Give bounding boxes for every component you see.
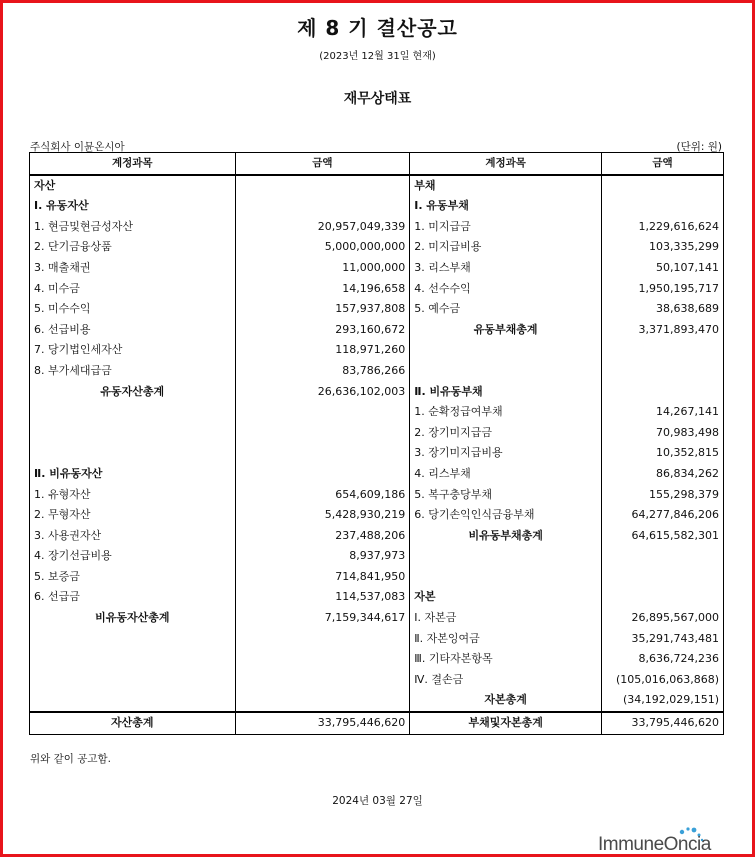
left-account-cell: 6. 선급금 xyxy=(30,587,236,608)
right-account-cell: Ⅱ. 비유동부채 xyxy=(410,382,602,403)
right-amount-cell: 8,636,724,236 xyxy=(602,649,724,670)
grand-total-right-amount: 33,795,446,620 xyxy=(602,712,724,734)
left-account-cell: 8. 부가세대급금 xyxy=(30,361,236,382)
left-account-cell: 자산 xyxy=(30,175,236,197)
table-row xyxy=(30,217,724,238)
right-account-cell: Ⅰ. 자본금 xyxy=(410,608,602,629)
table-row xyxy=(30,299,724,320)
table-row xyxy=(30,443,724,464)
right-amount-cell: 10,352,815 xyxy=(602,443,724,464)
right-account-cell: 4. 리스부채 xyxy=(410,464,602,485)
unit-label: (단위: 원) xyxy=(676,141,722,153)
right-amount-cell: 35,291,743,481 xyxy=(602,629,724,650)
right-amount-cell xyxy=(602,175,724,197)
left-amount-cell: 654,609,186 xyxy=(235,485,410,506)
company-name: 주식회사 이뮨온시아 xyxy=(30,141,125,153)
right-amount-cell: 1,950,195,717 xyxy=(602,279,724,300)
left-amount-cell xyxy=(235,423,410,444)
header-account-left: 계정과목 xyxy=(30,153,236,175)
left-amount-cell: 7,159,344,617 xyxy=(235,608,410,629)
right-account-cell xyxy=(410,567,602,588)
table-row xyxy=(30,402,724,423)
company-logo xyxy=(598,826,728,857)
right-amount-cell: 3,371,893,470 xyxy=(602,320,724,341)
left-account-cell xyxy=(30,649,236,670)
right-account-cell: 자본 xyxy=(410,587,602,608)
left-account-cell xyxy=(30,402,236,423)
left-amount-cell: 14,196,658 xyxy=(235,279,410,300)
logo-text: ImmuneOncia xyxy=(598,834,711,855)
table-row xyxy=(30,690,724,712)
right-account-cell: 자본총계 xyxy=(410,690,602,712)
right-amount-cell: 38,638,689 xyxy=(602,299,724,320)
table-row xyxy=(30,670,724,691)
left-account-cell xyxy=(30,690,236,712)
left-amount-cell xyxy=(235,690,410,712)
table-row xyxy=(30,629,724,650)
table-row xyxy=(30,423,724,444)
right-amount-cell: 64,277,846,206 xyxy=(602,505,724,526)
right-account-cell xyxy=(410,546,602,567)
closing-note: 위와 같이 공고함. xyxy=(30,753,112,765)
right-account-cell: 유동부채총계 xyxy=(410,320,602,341)
left-account-cell: 1. 현금및현금성자산 xyxy=(30,217,236,238)
right-amount-cell xyxy=(602,340,724,361)
right-account-cell: 2. 미지급비용 xyxy=(410,237,602,258)
table-row xyxy=(30,649,724,670)
left-account-cell: 2. 단기금융상품 xyxy=(30,237,236,258)
left-amount-cell xyxy=(235,464,410,485)
right-account-cell: 부채 xyxy=(410,175,602,197)
table-row xyxy=(30,279,724,300)
right-account-cell: 5. 예수금 xyxy=(410,299,602,320)
right-account-cell xyxy=(410,340,602,361)
table-row xyxy=(30,258,724,279)
right-account-cell: 비유동부채총계 xyxy=(410,526,602,547)
right-amount-cell: 26,895,567,000 xyxy=(602,608,724,629)
right-account-cell: 5. 복구충당부채 xyxy=(410,485,602,506)
left-amount-cell: 114,537,083 xyxy=(235,587,410,608)
left-account-cell xyxy=(30,423,236,444)
left-account-cell: 2. 무형자산 xyxy=(30,505,236,526)
header-amount-left: 금액 xyxy=(235,153,410,175)
left-amount-cell: 26,636,102,003 xyxy=(235,382,410,403)
right-amount-cell: 86,834,262 xyxy=(602,464,724,485)
left-amount-cell: 118,971,260 xyxy=(235,340,410,361)
left-amount-cell xyxy=(235,629,410,650)
right-amount-cell: (105,016,063,868) xyxy=(602,670,724,691)
left-account-cell xyxy=(30,670,236,691)
left-amount-cell: 83,786,266 xyxy=(235,361,410,382)
right-account-cell: Ⅱ. 자본잉여금 xyxy=(410,629,602,650)
right-amount-cell: 50,107,141 xyxy=(602,258,724,279)
left-amount-cell: 20,957,049,339 xyxy=(235,217,410,238)
left-amount-cell: 8,937,973 xyxy=(235,546,410,567)
right-account-cell: 2. 장기미지급금 xyxy=(410,423,602,444)
table-body xyxy=(30,175,724,712)
right-amount-cell xyxy=(602,382,724,403)
left-account-cell: Ⅰ. 유동자산 xyxy=(30,196,236,217)
table-row xyxy=(30,340,724,361)
left-amount-cell xyxy=(235,402,410,423)
left-amount-cell: 157,937,808 xyxy=(235,299,410,320)
right-amount-cell: 1,229,616,624 xyxy=(602,217,724,238)
table-header-row xyxy=(30,153,724,175)
left-account-cell xyxy=(30,629,236,650)
right-account-cell: 3. 리스부채 xyxy=(410,258,602,279)
left-amount-cell: 11,000,000 xyxy=(235,258,410,279)
left-account-cell: 7. 당기법인세자산 xyxy=(30,340,236,361)
table-row xyxy=(30,505,724,526)
right-account-cell: 1. 순확정급여부채 xyxy=(410,402,602,423)
right-amount-cell: 103,335,299 xyxy=(602,237,724,258)
left-account-cell: 4. 미수금 xyxy=(30,279,236,300)
right-amount-cell xyxy=(602,587,724,608)
left-amount-cell xyxy=(235,670,410,691)
left-amount-cell: 5,000,000,000 xyxy=(235,237,410,258)
left-account-cell: 5. 보증금 xyxy=(30,567,236,588)
table-row xyxy=(30,237,724,258)
left-amount-cell: 714,841,950 xyxy=(235,567,410,588)
right-account-cell: 4. 선수수익 xyxy=(410,279,602,300)
left-amount-cell xyxy=(235,196,410,217)
right-amount-cell: 155,298,379 xyxy=(602,485,724,506)
right-account-cell: Ⅲ. 기타자본항목 xyxy=(410,649,602,670)
right-account-cell: 1. 미지급금 xyxy=(410,217,602,238)
announcement-date: 2024년 03월 27일 xyxy=(332,795,423,807)
left-account-cell: 3. 사용권자산 xyxy=(30,526,236,547)
left-account-cell: 유동자산총계 xyxy=(30,382,236,403)
table-row xyxy=(30,608,724,629)
grand-total-row xyxy=(30,712,724,734)
left-account-cell: 비유동자산총계 xyxy=(30,608,236,629)
grand-total-left-amount: 33,795,446,620 xyxy=(235,712,410,734)
right-amount-cell: 14,267,141 xyxy=(602,402,724,423)
left-amount-cell xyxy=(235,649,410,670)
table-row xyxy=(30,464,724,485)
right-account-cell: 6. 당기손익인식금융부채 xyxy=(410,505,602,526)
right-account-cell xyxy=(410,361,602,382)
left-amount-cell: 5,428,930,219 xyxy=(235,505,410,526)
table-row xyxy=(30,382,724,403)
right-amount-cell: 70,983,498 xyxy=(602,423,724,444)
grand-total-left-label: 자산총계 xyxy=(30,712,236,734)
right-account-cell: Ⅰ. 유동부채 xyxy=(410,196,602,217)
table-row xyxy=(30,196,724,217)
table-row xyxy=(30,361,724,382)
header-amount-right: 금액 xyxy=(602,153,724,175)
right-account-cell: Ⅳ. 결손금 xyxy=(410,670,602,691)
right-amount-cell: 64,615,582,301 xyxy=(602,526,724,547)
table-row xyxy=(30,485,724,506)
right-amount-cell xyxy=(602,196,724,217)
grand-total-right-label: 부채및자본총계 xyxy=(410,712,602,734)
table-row xyxy=(30,587,724,608)
left-account-cell: 5. 미수수익 xyxy=(30,299,236,320)
page-title: 제 8 기 결산공고 xyxy=(297,16,458,40)
left-account-cell: 1. 유형자산 xyxy=(30,485,236,506)
left-account-cell: Ⅱ. 비유동자산 xyxy=(30,464,236,485)
table-row xyxy=(30,567,724,588)
left-account-cell: 4. 장기선급비용 xyxy=(30,546,236,567)
right-amount-cell xyxy=(602,361,724,382)
right-amount-cell xyxy=(602,546,724,567)
header-account-right: 계정과목 xyxy=(410,153,602,175)
table-row xyxy=(30,175,724,197)
table-row xyxy=(30,526,724,547)
left-account-cell: 3. 매출채권 xyxy=(30,258,236,279)
balance-sheet-table xyxy=(29,152,724,735)
right-account-cell: 3. 장기미지급비용 xyxy=(410,443,602,464)
left-amount-cell: 293,160,672 xyxy=(235,320,410,341)
left-account-cell xyxy=(30,443,236,464)
left-amount-cell xyxy=(235,443,410,464)
left-account-cell: 6. 선급비용 xyxy=(30,320,236,341)
left-amount-cell xyxy=(235,175,410,197)
table-row xyxy=(30,320,724,341)
left-amount-cell: 237,488,206 xyxy=(235,526,410,547)
statement-title: 재무상태표 xyxy=(343,91,412,107)
page-subtitle: (2023년 12월 31일 현재) xyxy=(319,51,436,62)
right-amount-cell xyxy=(602,567,724,588)
right-amount-cell: (34,192,029,151) xyxy=(602,690,724,712)
table-row xyxy=(30,546,724,567)
